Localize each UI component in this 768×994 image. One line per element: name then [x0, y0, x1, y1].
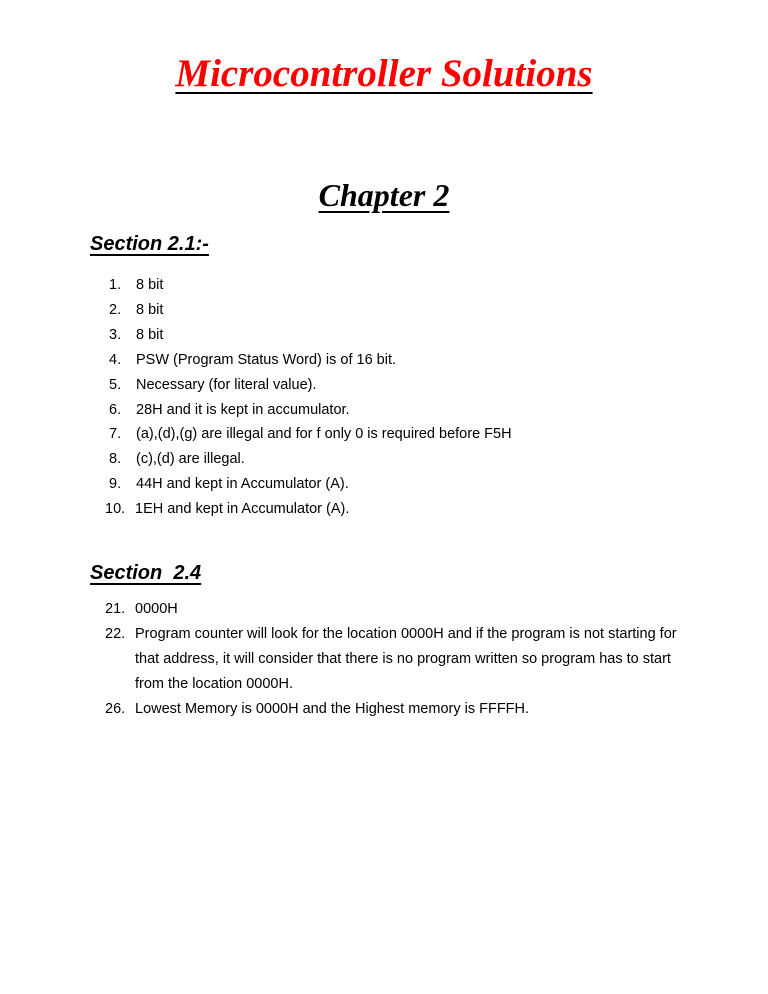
document-title: Microcontroller Solutions	[175, 52, 593, 95]
list-item: 21. 0000H	[105, 601, 178, 617]
list-item: 8. (c),(d) are illegal.	[109, 451, 245, 468]
list-item: 26. Lowest Memory is 0000H and the Highest memory is FFFFH.	[105, 700, 530, 717]
list-item: 3. 8 bit	[109, 326, 164, 343]
list-item: 10. 1EH and kept in Accumulator (A).	[105, 501, 350, 518]
list-item: 4. PSW (Program Status Word) is of 16 bit.	[109, 351, 397, 368]
section-2-1-answers	[0, 273, 696, 522]
section-2-4-heading: Section 2.4	[90, 562, 202, 584]
list-item: 9. 44H and kept in Accumulator (A).	[109, 476, 349, 493]
list-item: 22. Program counter will look for the location 0000H and if the program is not starting for that address, it will consider that there is no program written so program has to start from the location 0000H.	[105, 625, 677, 692]
list-item: 6. 28H and it is kept in accumulator.	[109, 401, 350, 418]
section-2-4-answers	[0, 597, 695, 722]
list-item: 2. 8 bit	[109, 301, 164, 318]
section-2-1-heading: Section 2.1:-	[90, 233, 209, 255]
list-item: 5. Necessary (for literal value).	[109, 376, 317, 393]
list-item: 7. (a),(d),(g) are illegal and for f only 0 is required before F5H	[109, 426, 512, 443]
chapter-heading: Chapter 2	[318, 177, 450, 213]
list-item: 1. 8 bit	[109, 277, 164, 293]
